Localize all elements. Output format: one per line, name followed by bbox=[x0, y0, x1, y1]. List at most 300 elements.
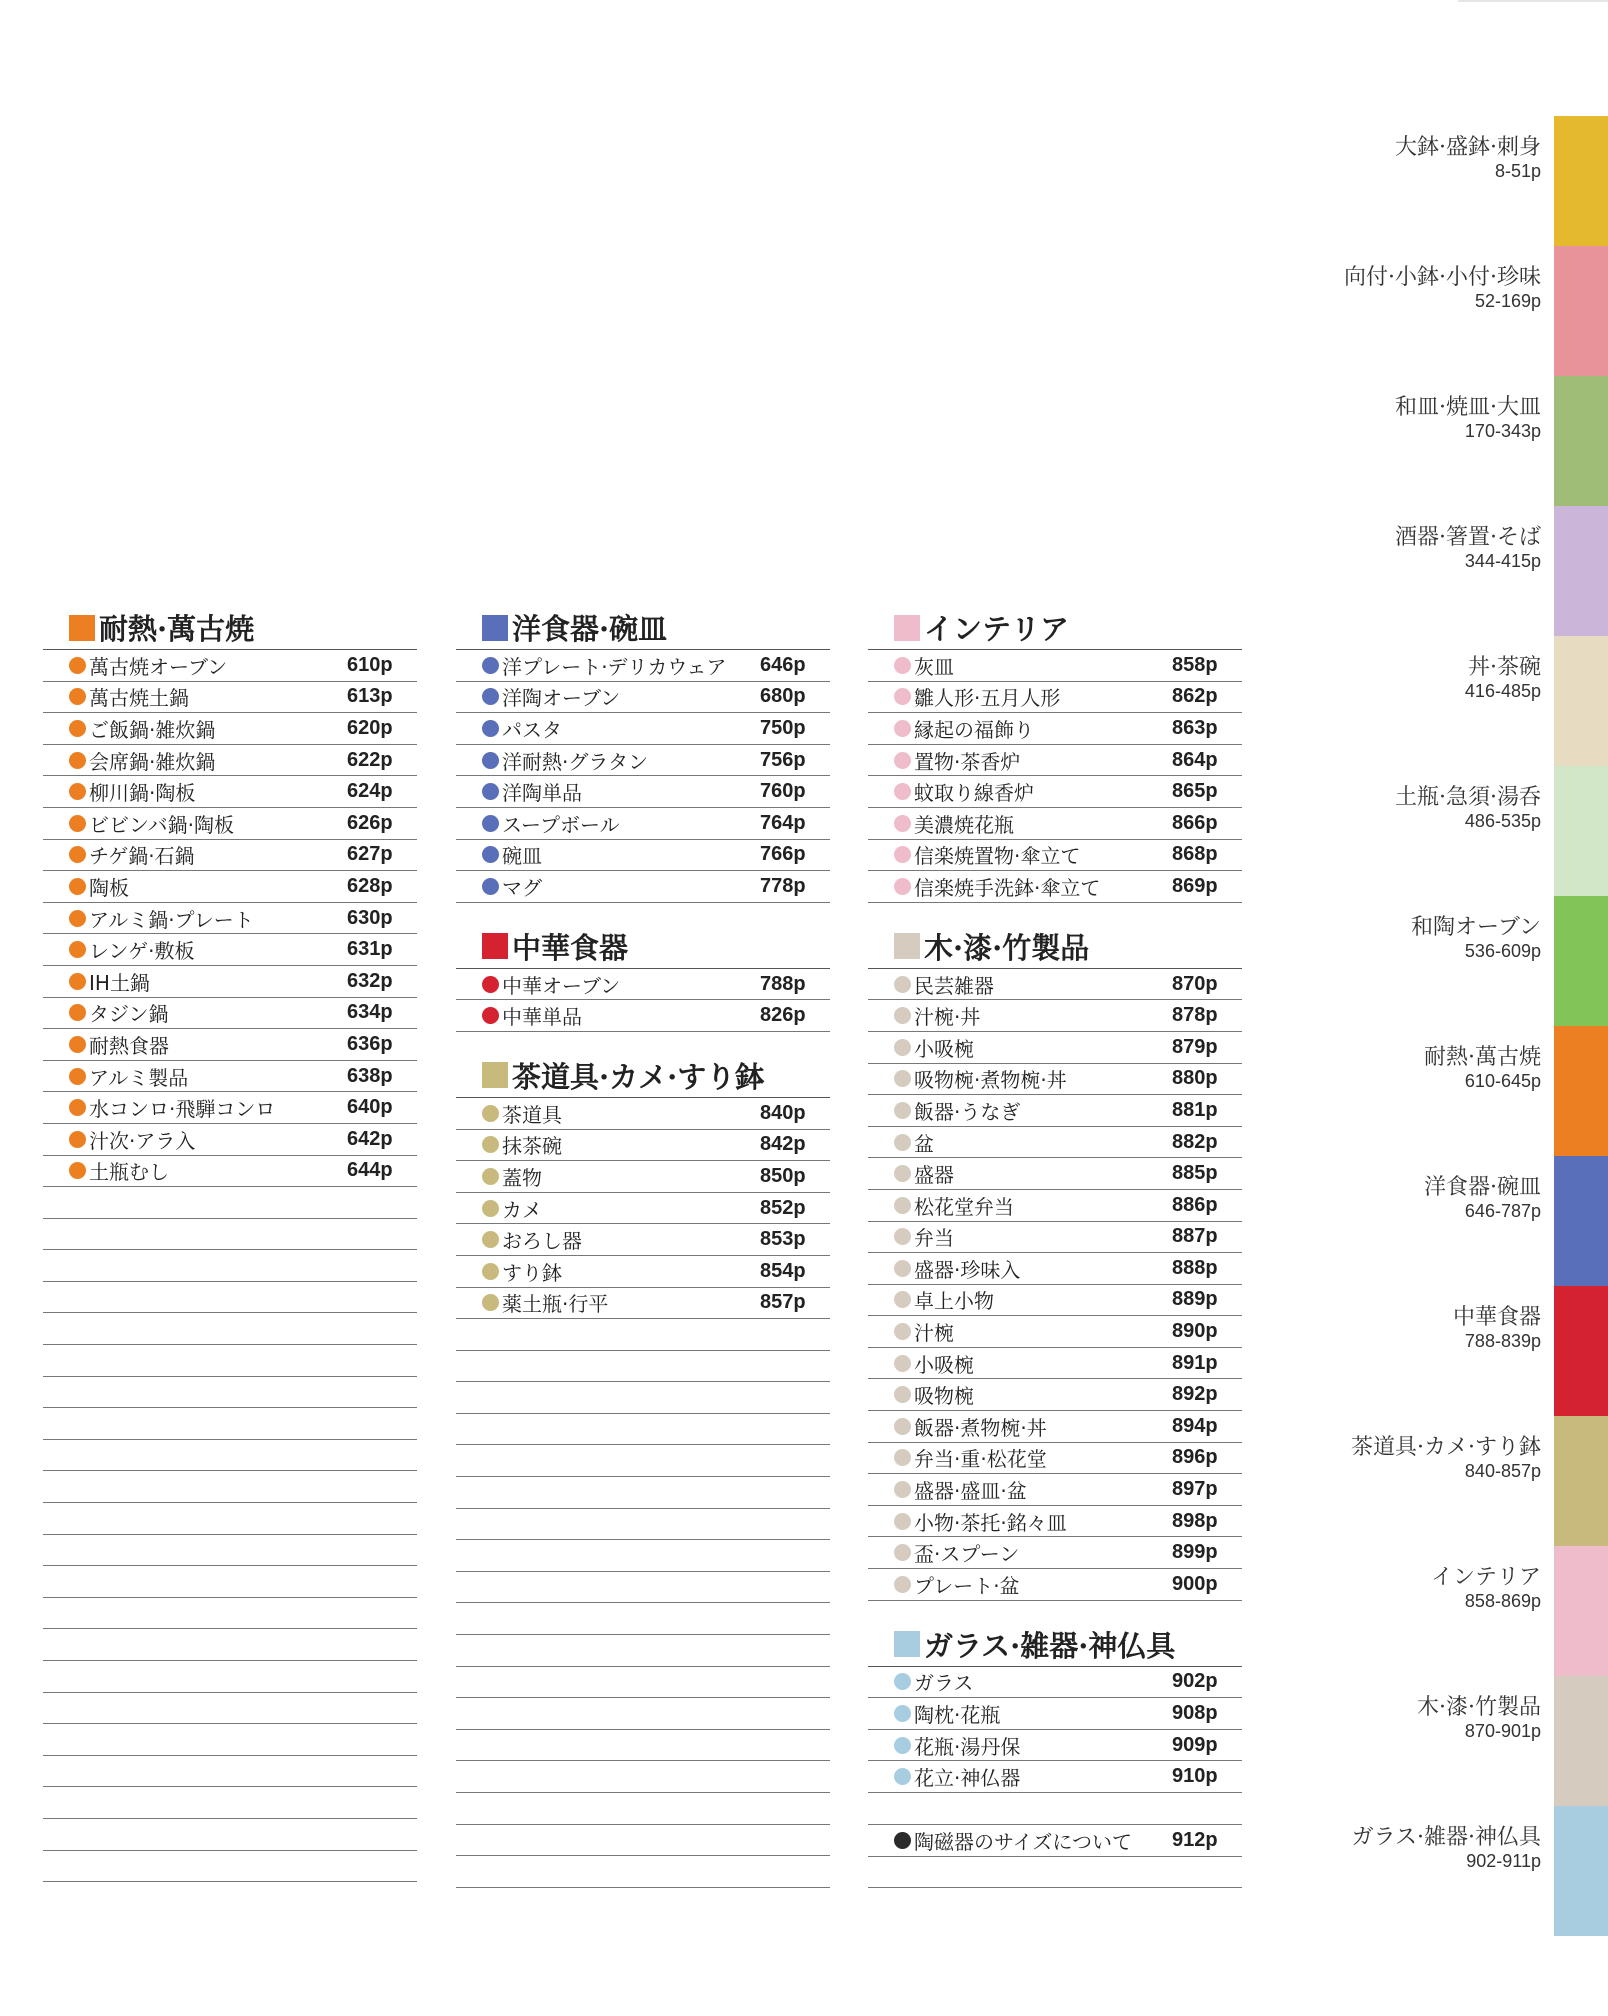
bullet-icon bbox=[69, 973, 86, 990]
blank-line bbox=[456, 1635, 830, 1667]
list-item[interactable] bbox=[43, 1156, 417, 1188]
row-page: 626p bbox=[347, 811, 393, 834]
tab-text bbox=[1424, 1174, 1541, 1221]
list-item[interactable] bbox=[43, 871, 417, 903]
row-label: 洋プレート·デリカウェア bbox=[502, 654, 727, 679]
bullet-icon bbox=[894, 1449, 911, 1466]
row-page: 864p bbox=[1172, 748, 1218, 771]
bullet-icon bbox=[894, 1260, 911, 1277]
blank-line bbox=[43, 1661, 417, 1693]
row-page: 624p bbox=[347, 780, 393, 803]
row-page: 634p bbox=[347, 1001, 393, 1024]
blank-line bbox=[43, 1503, 417, 1535]
row-page: 912p bbox=[1172, 1828, 1218, 1851]
tab-color-strip bbox=[1554, 1676, 1608, 1806]
blank-line bbox=[456, 1825, 830, 1857]
list-item[interactable] bbox=[868, 969, 1242, 1001]
list-item[interactable] bbox=[868, 1348, 1242, 1380]
row-label: 蓋物 bbox=[502, 1165, 542, 1190]
bullet-icon bbox=[482, 878, 499, 895]
row-label: 中華オーブン bbox=[502, 973, 621, 998]
bullet-icon bbox=[894, 1355, 911, 1372]
blank-lines bbox=[43, 1187, 417, 1882]
list-item[interactable] bbox=[43, 682, 417, 714]
list-item[interactable] bbox=[43, 650, 417, 682]
list-item[interactable] bbox=[868, 1569, 1242, 1601]
list-item[interactable] bbox=[868, 1506, 1242, 1538]
bullet-icon bbox=[69, 878, 86, 895]
list-item[interactable] bbox=[456, 650, 830, 682]
tab-pages: 870-901p bbox=[1464, 1721, 1541, 1741]
row-label: 陶板 bbox=[89, 875, 129, 900]
tab-color-strip bbox=[1554, 896, 1608, 1026]
row-page: 886p bbox=[1172, 1193, 1218, 1216]
blank-line bbox=[456, 1667, 830, 1699]
bullet-icon bbox=[894, 1197, 911, 1214]
blank-line bbox=[43, 1187, 417, 1219]
list-item[interactable] bbox=[868, 871, 1242, 903]
tab-text bbox=[1453, 1304, 1541, 1351]
bullet-icon bbox=[894, 1291, 911, 1308]
bullet-icon bbox=[894, 783, 911, 800]
blank-line bbox=[43, 1724, 417, 1756]
tab-pages: 646-787p bbox=[1464, 1201, 1541, 1221]
index-tab[interactable] bbox=[1308, 1026, 1608, 1156]
list-item[interactable] bbox=[868, 1443, 1242, 1475]
bullet-icon bbox=[69, 941, 86, 958]
list-item[interactable] bbox=[868, 682, 1242, 714]
bullet-icon bbox=[482, 1136, 499, 1153]
index-tab[interactable] bbox=[1308, 1676, 1608, 1806]
list-item[interactable] bbox=[868, 745, 1242, 777]
row-page: 631p bbox=[347, 938, 393, 961]
list-item[interactable] bbox=[456, 1224, 830, 1256]
list-item[interactable] bbox=[868, 808, 1242, 840]
list-item[interactable] bbox=[43, 808, 417, 840]
tab-color-strip bbox=[1554, 116, 1608, 246]
row-page: 878p bbox=[1172, 1004, 1218, 1027]
list-item[interactable] bbox=[43, 934, 417, 966]
list-item[interactable] bbox=[456, 713, 830, 745]
row-page: 862p bbox=[1172, 685, 1218, 708]
spacer bbox=[456, 903, 830, 925]
row-page: 627p bbox=[347, 843, 393, 866]
list-item[interactable] bbox=[456, 1193, 830, 1225]
list-item[interactable] bbox=[43, 840, 417, 872]
tab-color-strip bbox=[1554, 246, 1608, 376]
section-square-icon bbox=[69, 615, 95, 641]
list-item[interactable] bbox=[43, 745, 417, 777]
blank-line bbox=[456, 1856, 830, 1888]
row-label: 信楽焼手洗鉢·傘立て bbox=[914, 875, 1101, 900]
list-item[interactable] bbox=[456, 969, 830, 1001]
list-item[interactable] bbox=[43, 903, 417, 935]
blank-line bbox=[456, 1540, 830, 1572]
list-item[interactable] bbox=[868, 1537, 1242, 1569]
blank-line bbox=[43, 1629, 417, 1661]
list-item[interactable] bbox=[868, 1032, 1242, 1064]
bullet-icon bbox=[482, 720, 499, 737]
index-tab[interactable] bbox=[1308, 896, 1608, 1026]
row-label: レンゲ·敷板 bbox=[89, 939, 195, 964]
row-label: ビビンバ鍋·陶板 bbox=[89, 812, 234, 837]
bullet-icon bbox=[894, 846, 911, 863]
tab-label: 耐熱·萬古焼 bbox=[1424, 1045, 1541, 1070]
list-item[interactable] bbox=[456, 1288, 830, 1320]
row-page: 902p bbox=[1172, 1670, 1218, 1693]
row-label: 盛器·珍味入 bbox=[914, 1257, 1021, 1282]
bullet-icon bbox=[69, 720, 86, 737]
row-label: 花瓶·湯丹保 bbox=[914, 1734, 1021, 1759]
tab-pages: 8-51p bbox=[1494, 161, 1541, 181]
row-label: 柳川鍋·陶板 bbox=[89, 781, 196, 806]
bullet-icon bbox=[482, 1263, 499, 1280]
blank-line bbox=[43, 1377, 417, 1409]
list-item[interactable] bbox=[868, 713, 1242, 745]
row-page: 760p bbox=[760, 780, 806, 803]
tab-color-strip bbox=[1554, 376, 1608, 506]
index-tab[interactable] bbox=[1308, 1416, 1608, 1546]
row-page: 750p bbox=[760, 716, 806, 739]
row-label: プレート·盆 bbox=[914, 1573, 1020, 1598]
list-item[interactable] bbox=[456, 808, 830, 840]
row-page: 622p bbox=[347, 748, 393, 771]
row-page: 850p bbox=[760, 1164, 806, 1187]
index-tab[interactable] bbox=[1308, 1286, 1608, 1416]
blank-line bbox=[456, 1445, 830, 1477]
list-item[interactable] bbox=[456, 745, 830, 777]
bullet-icon bbox=[894, 1007, 911, 1024]
bullet-icon bbox=[482, 657, 499, 674]
blank-lines bbox=[456, 1319, 830, 1888]
row-label: 松花堂弁当 bbox=[914, 1194, 1014, 1219]
list-item[interactable] bbox=[868, 1000, 1242, 1032]
bullet-icon bbox=[69, 1131, 86, 1148]
section-heading-chuka bbox=[456, 925, 830, 969]
bullet-icon bbox=[69, 1036, 86, 1053]
bullet-icon bbox=[482, 783, 499, 800]
row-page: 882p bbox=[1172, 1130, 1218, 1153]
list-item[interactable] bbox=[43, 1029, 417, 1061]
section-rows bbox=[868, 650, 1242, 903]
list-item[interactable] bbox=[868, 1127, 1242, 1159]
tab-text bbox=[1465, 654, 1541, 701]
bullet-icon bbox=[894, 1165, 911, 1182]
list-item[interactable] bbox=[868, 1285, 1242, 1317]
row-page: 840p bbox=[760, 1101, 806, 1124]
row-page: 865p bbox=[1172, 780, 1218, 803]
tab-text bbox=[1395, 134, 1541, 181]
blank-line bbox=[456, 1382, 830, 1414]
row-label: 吸物椀·煮物椀·丼 bbox=[914, 1068, 1067, 1093]
bullet-icon bbox=[894, 1039, 911, 1056]
spacer bbox=[868, 1601, 1242, 1623]
row-label: マグ bbox=[502, 875, 542, 900]
blank-line bbox=[43, 1598, 417, 1630]
list-item[interactable] bbox=[868, 1474, 1242, 1506]
row-page: 863p bbox=[1172, 716, 1218, 739]
bullet-icon bbox=[894, 1070, 911, 1087]
section-rows bbox=[456, 1098, 830, 1319]
row-label: 卓上小物 bbox=[914, 1289, 994, 1314]
row-label: 美濃焼花瓶 bbox=[914, 812, 1014, 837]
list-item[interactable] bbox=[868, 1667, 1242, 1699]
row-label: 碗皿 bbox=[502, 844, 542, 869]
list-item[interactable] bbox=[43, 713, 417, 745]
section-title: 洋食器·碗皿 bbox=[512, 612, 668, 646]
row-label: パスタ bbox=[502, 717, 562, 742]
blank-line bbox=[456, 1761, 830, 1793]
list-item[interactable] bbox=[868, 1761, 1242, 1793]
list-item[interactable] bbox=[868, 1064, 1242, 1096]
index-tab[interactable] bbox=[1308, 1806, 1608, 1936]
list-item[interactable] bbox=[456, 1000, 830, 1032]
row-page: 628p bbox=[347, 874, 393, 897]
row-page: 826p bbox=[760, 1004, 806, 1027]
spacer bbox=[456, 1032, 830, 1054]
tab-pages: 52-169p bbox=[1474, 291, 1541, 311]
row-label: 蚊取り線香炉 bbox=[914, 781, 1034, 806]
section-heading-mokushitsu bbox=[868, 925, 1242, 969]
row-label: 耐熱食器 bbox=[89, 1033, 169, 1058]
row-page: 788p bbox=[760, 972, 806, 995]
section-rows bbox=[456, 969, 830, 1032]
row-page: 766p bbox=[760, 843, 806, 866]
bullet-icon bbox=[482, 976, 499, 993]
section-rows bbox=[868, 969, 1242, 1601]
row-label: 会席鍋·雑炊鍋 bbox=[89, 749, 216, 774]
section-heading-taikyu bbox=[43, 606, 417, 650]
section-square-icon bbox=[894, 615, 920, 641]
section-title: インテリア bbox=[924, 612, 1070, 646]
row-page: 898p bbox=[1172, 1509, 1218, 1532]
blank-line bbox=[43, 1408, 417, 1440]
tab-text bbox=[1395, 784, 1541, 831]
bullet-icon bbox=[894, 1737, 911, 1754]
section-title: 木·漆·竹製品 bbox=[924, 930, 1090, 965]
list-item[interactable] bbox=[456, 1130, 830, 1162]
row-label: 洋耐熱·グラタン bbox=[502, 749, 649, 774]
section-square-icon bbox=[482, 933, 508, 959]
row-label: 陶磁器のサイズについて bbox=[914, 1829, 1132, 1854]
bullet-icon bbox=[894, 720, 911, 737]
row-page: 890p bbox=[1172, 1320, 1218, 1343]
row-label: すり鉢 bbox=[502, 1260, 562, 1285]
tab-label: インテリア bbox=[1430, 1565, 1541, 1590]
list-item[interactable] bbox=[868, 1190, 1242, 1222]
tab-pages: 416-485p bbox=[1464, 681, 1541, 701]
section-heading-sado bbox=[456, 1054, 830, 1098]
list-item[interactable] bbox=[868, 1222, 1242, 1254]
list-item[interactable] bbox=[868, 1316, 1242, 1348]
section-heading-glass bbox=[868, 1623, 1242, 1667]
row-label: 薬土瓶·行平 bbox=[502, 1292, 609, 1317]
row-page: 610p bbox=[347, 653, 393, 676]
bullet-icon bbox=[894, 1832, 911, 1849]
blank-line bbox=[456, 1730, 830, 1762]
row-page: 885p bbox=[1172, 1162, 1218, 1185]
row-page: 644p bbox=[347, 1159, 393, 1182]
tab-label: ガラス·雑器·神仏具 bbox=[1351, 1825, 1541, 1850]
bullet-icon bbox=[69, 688, 86, 705]
row-page: 858p bbox=[1172, 653, 1218, 676]
blank-line bbox=[43, 1440, 417, 1472]
tab-label: 酒器·箸置·そば bbox=[1395, 525, 1541, 550]
bullet-icon bbox=[482, 1105, 499, 1122]
tab-color-strip bbox=[1554, 1286, 1608, 1416]
list-item[interactable] bbox=[456, 776, 830, 808]
row-label: アルミ製品 bbox=[89, 1065, 189, 1090]
bullet-icon bbox=[894, 1705, 911, 1722]
row-label: 飯器·うなぎ bbox=[914, 1099, 1021, 1124]
list-item[interactable] bbox=[43, 776, 417, 808]
tab-color-strip bbox=[1554, 1156, 1608, 1286]
row-page: 636p bbox=[347, 1032, 393, 1055]
row-label: 茶道具 bbox=[502, 1102, 562, 1127]
blank-line bbox=[456, 1793, 830, 1825]
list-item[interactable] bbox=[43, 998, 417, 1030]
section-rows bbox=[43, 650, 417, 1187]
list-item[interactable] bbox=[868, 1698, 1242, 1730]
blank-line bbox=[43, 1787, 417, 1819]
index-tab[interactable] bbox=[1308, 246, 1608, 376]
section-rows bbox=[456, 650, 830, 903]
bullet-icon bbox=[894, 1418, 911, 1435]
blank-line bbox=[43, 1219, 417, 1251]
blank-lines bbox=[868, 1857, 1242, 1889]
tab-color-strip bbox=[1554, 766, 1608, 896]
row-page: 638p bbox=[347, 1064, 393, 1087]
row-label: 盃·スプーン bbox=[914, 1542, 1020, 1567]
index-tab[interactable] bbox=[1308, 1156, 1608, 1286]
blank-line bbox=[43, 1282, 417, 1314]
row-label: 小物·茶托·銘々皿 bbox=[914, 1510, 1067, 1535]
row-page: 894p bbox=[1172, 1414, 1218, 1437]
row-label: 抹茶碗 bbox=[502, 1134, 562, 1159]
spacer bbox=[868, 1793, 1242, 1825]
column-1 bbox=[43, 606, 417, 1882]
row-label: 汁椀 bbox=[914, 1321, 954, 1346]
index-tab[interactable] bbox=[1308, 766, 1608, 896]
list-item[interactable] bbox=[868, 1379, 1242, 1411]
list-item[interactable] bbox=[868, 1253, 1242, 1285]
row-page: 680p bbox=[760, 685, 806, 708]
index-tab[interactable] bbox=[1308, 506, 1608, 636]
row-page: 869p bbox=[1172, 874, 1218, 897]
list-item[interactable] bbox=[456, 1161, 830, 1193]
row-label: 置物·茶香炉 bbox=[914, 749, 1021, 774]
list-item[interactable] bbox=[868, 1730, 1242, 1762]
section-rows bbox=[868, 1667, 1242, 1793]
list-item[interactable] bbox=[868, 1158, 1242, 1190]
bullet-icon bbox=[69, 1162, 86, 1179]
list-item[interactable] bbox=[43, 1061, 417, 1093]
list-item[interactable] bbox=[868, 1411, 1242, 1443]
section-square-icon bbox=[482, 615, 508, 641]
column-3 bbox=[868, 606, 1242, 1888]
index-tab[interactable] bbox=[1308, 636, 1608, 766]
row-label: スープボール bbox=[502, 812, 620, 837]
bullet-icon bbox=[894, 1323, 911, 1340]
list-item[interactable] bbox=[43, 966, 417, 998]
tab-text bbox=[1395, 524, 1541, 571]
bullet-icon bbox=[482, 815, 499, 832]
row-label: タジン鍋 bbox=[89, 1002, 169, 1027]
tab-pages: 902-911p bbox=[1466, 1851, 1541, 1871]
row-page: 613p bbox=[347, 685, 393, 708]
row-label: 小吸椀 bbox=[914, 1036, 974, 1061]
list-item[interactable] bbox=[456, 1098, 830, 1130]
row-page: 881p bbox=[1172, 1098, 1218, 1121]
list-item[interactable] bbox=[43, 1124, 417, 1156]
list-item[interactable] bbox=[868, 776, 1242, 808]
section-title: 茶道具·カメ·すり鉢 bbox=[512, 1059, 765, 1094]
blank-line bbox=[456, 1572, 830, 1604]
tab-color-strip bbox=[1554, 506, 1608, 636]
list-item[interactable] bbox=[456, 682, 830, 714]
row-page: 891p bbox=[1172, 1351, 1218, 1374]
row-page: 866p bbox=[1172, 811, 1218, 834]
row-page: 908p bbox=[1172, 1702, 1218, 1725]
row-page: 899p bbox=[1172, 1541, 1218, 1564]
size-note-row[interactable] bbox=[868, 1825, 1242, 1857]
blank-line bbox=[456, 1414, 830, 1446]
tab-label: 洋食器·碗皿 bbox=[1424, 1175, 1541, 1200]
section-title: 耐熱·萬古焼 bbox=[99, 612, 255, 646]
list-item[interactable] bbox=[456, 840, 830, 872]
row-page: 642p bbox=[347, 1127, 393, 1150]
row-page: 892p bbox=[1172, 1383, 1218, 1406]
bullet-icon bbox=[894, 1544, 911, 1561]
list-item[interactable] bbox=[868, 840, 1242, 872]
bullet-icon bbox=[894, 752, 911, 769]
row-page: 854p bbox=[760, 1259, 806, 1282]
row-page: 632p bbox=[347, 969, 393, 992]
row-label: 土瓶むし bbox=[89, 1160, 169, 1185]
index-tab[interactable] bbox=[1308, 376, 1608, 506]
list-item[interactable] bbox=[456, 871, 830, 903]
row-page: 630p bbox=[347, 906, 393, 929]
row-label: 弁当 bbox=[914, 1226, 954, 1251]
tab-text bbox=[1395, 394, 1541, 441]
bullet-icon bbox=[894, 1481, 911, 1498]
list-item[interactable] bbox=[868, 650, 1242, 682]
row-label: 萬古焼土鍋 bbox=[89, 686, 189, 711]
tab-pages: 344-415p bbox=[1464, 551, 1541, 571]
list-item[interactable] bbox=[868, 1095, 1242, 1127]
list-item[interactable] bbox=[43, 1092, 417, 1124]
blank-line bbox=[456, 1509, 830, 1541]
bullet-icon bbox=[894, 1102, 911, 1119]
blank-line bbox=[43, 1345, 417, 1377]
index-tab[interactable] bbox=[1308, 116, 1608, 246]
tab-label: 和皿·焼皿·大皿 bbox=[1395, 395, 1541, 420]
index-tab[interactable] bbox=[1308, 1546, 1608, 1676]
row-label: 汁次·アラ入 bbox=[89, 1128, 196, 1153]
row-label: IH土鍋 bbox=[89, 970, 150, 995]
row-page: 646p bbox=[760, 653, 806, 676]
tab-text bbox=[1351, 1434, 1541, 1481]
section-square-icon bbox=[482, 1062, 508, 1088]
corner-line bbox=[1458, 0, 1608, 2]
list-item[interactable] bbox=[456, 1256, 830, 1288]
bullet-icon bbox=[894, 1386, 911, 1403]
bullet-icon bbox=[894, 1513, 911, 1530]
row-label: ガラス bbox=[914, 1671, 974, 1696]
bullet-icon bbox=[894, 976, 911, 993]
row-label: 盆 bbox=[914, 1131, 934, 1156]
blank-line bbox=[456, 1698, 830, 1730]
